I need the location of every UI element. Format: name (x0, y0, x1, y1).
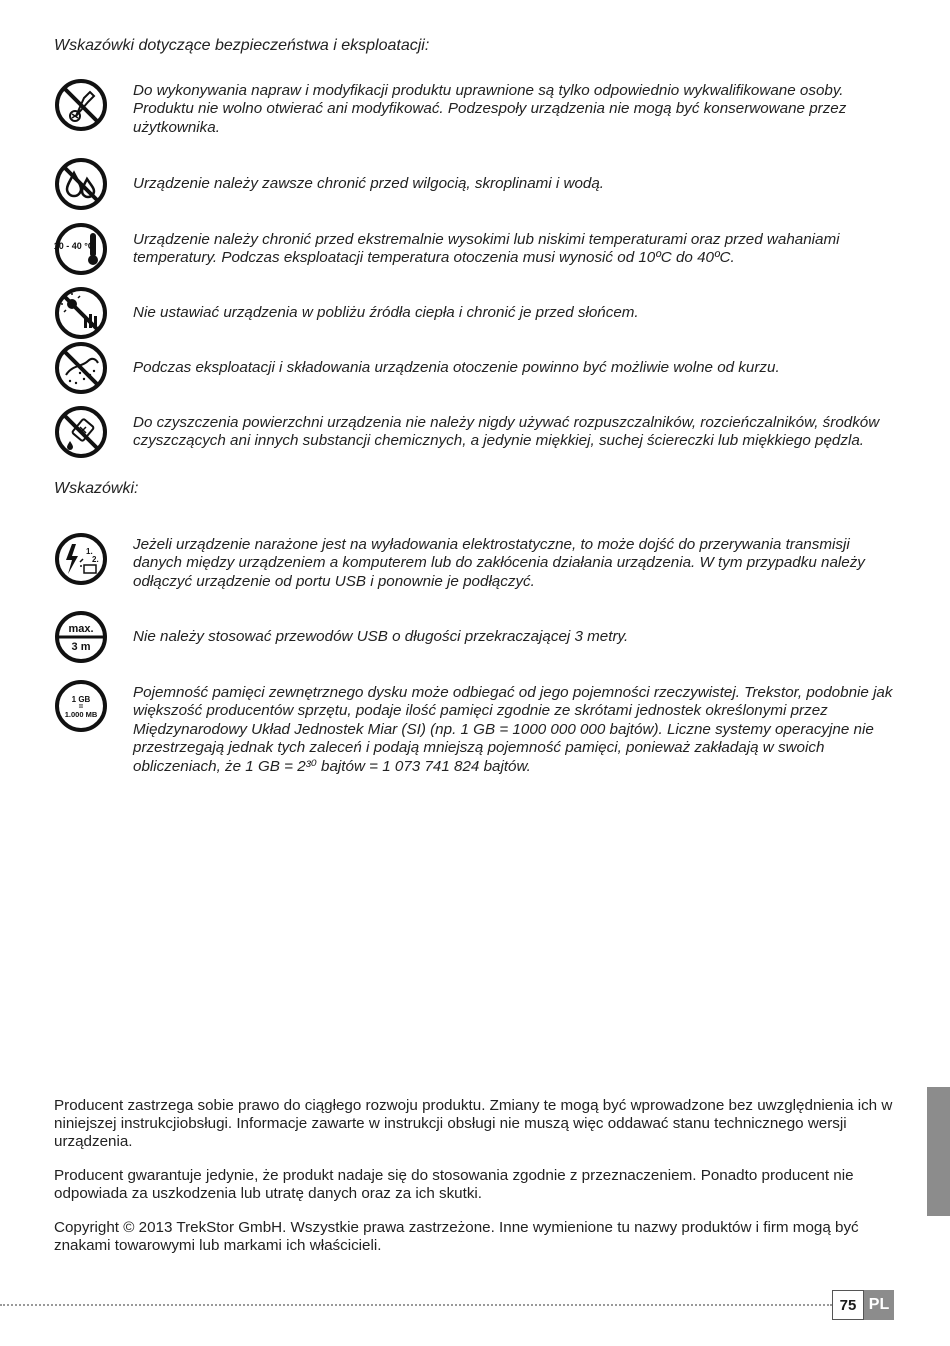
temperature-icon (54, 222, 108, 276)
notes-text: Pojemność pamięci zewnętrznego dysku może odbiegać od jego pojemności rzeczywistej. Trekstor, podobnie jak większość producentów sprzętu, podaje ilość pamięci zgodnie ze skrótami jednostek określonymi przez Międzynarodowy Układ Jednostek Miar (SI) (np. 1 GB = 1000 000 000 bajtów). Liczne systemy operacyjne nie przestrzegają jednak tych zaleceń i podają mniejszą pojemność pamięci, ponieważ zakładają w swoich obliczeniach, że 1 GB = 2³⁰ bajtów = 1 073 741 824 bajtów. (133, 684, 893, 775)
no-water-icon (54, 157, 108, 211)
notes-text: Nie należy stosować przewodów USB o długości przekraczającej 3 metry. (133, 628, 629, 645)
no-heat-sun-icon (54, 286, 108, 340)
no-tools-icon (54, 78, 108, 132)
safety-text: Urządzenie należy zawsze chronić przed wilgocią, skroplinami i wodą. (133, 175, 605, 192)
electrostatic-icon (54, 532, 108, 586)
step-label-1: 1. (86, 547, 93, 556)
notes-heading: Wskazówki: (54, 480, 139, 497)
footer-paragraph: Producent gwarantuje jedynie, że produkt nadaje się do stosowania zgodnie z przeznaczeniem. Ponadto producent nie odpowiada za uszkodzenia lub utratę danych oraz za ich skutki. (54, 1167, 854, 1202)
length-label: 3 m (71, 641, 91, 653)
capacity-mb-label: 1.000 MB (64, 710, 98, 719)
no-chemicals-icon (54, 405, 108, 459)
language-badge: PL (864, 1290, 894, 1320)
max-label: max. (68, 623, 94, 635)
safety-heading: Wskazówki dotyczące bezpieczeństwa i eksploatacji: (54, 37, 430, 54)
footer-paragraph: Copyright © 2013 TrekStor GmbH. Wszystkie prawa zastrzeżone. Inne wymienione tu nazwy produktów i firm mogą być znakami towarowymi lub markami ich właścicieli. (54, 1219, 859, 1254)
step-label-2: 2. (92, 555, 99, 564)
footer-paragraph: Producent zastrzega sobie prawo do ciągłego rozwoju produktu. Zmiany te mogą być wprowadzone bez uwzględnienia ich w niniejszej instrukcjiobsługi. Informacje zawarte w instrukcji obsługi nie muszą więc oddawać stanu technicznego wersji urządzenia. (54, 1097, 893, 1150)
capacity-equals-label: = (78, 702, 84, 711)
max-cable-length-icon (54, 610, 108, 664)
side-tab-marker (927, 1087, 950, 1216)
safety-text: Urządzenie należy chronić przed ekstremalnie wysokimi lub niskimi temperaturami oraz przed wahaniami temperatury. Podczas eksploatacji temperatura otoczenia musi wynosić od 10ºC do 40ºC. (133, 231, 840, 267)
capacity-gb-label: 1 GB (71, 695, 91, 704)
safety-text: Do wykonywania napraw i modyfikacji produktu uprawnione są tylko odpowiednio wykwalifikowane osoby. Produktu nie wolno otwierać ani modyfikować. Podzespoły urządzenia nie mogą być konserwowane przez użytkownika. (133, 82, 847, 136)
no-dust-icon (54, 341, 108, 395)
page-number: 75 (832, 1290, 864, 1320)
temperature-label: 10 - 40 °C (54, 241, 95, 251)
page-indicator (832, 1290, 894, 1320)
safety-text: Podczas eksploatacji i składowania urządzenia otoczenie powinno być możliwie wolne od kurzu. (133, 359, 780, 376)
notes-text: Jeżeli urządzenie narażone jest na wyładowania elektrostatyczne, to może dojść do przerywania transmisji danych między urządzeniem a komputerem lub do zakłócenia działania urządzenia. W tym przypadku należy odłączyć urządzenie od portu USB i ponownie je podłączyć. (133, 536, 865, 590)
page-divider (0, 1304, 832, 1306)
safety-text: Nie ustawiać urządzenia w pobliżu źródła ciepła i chronić je przed słońcem. (133, 304, 639, 321)
capacity-icon (54, 679, 108, 733)
safety-text: Do czyszczenia powierzchni urządzenia nie należy nigdy używać rozpuszczalników, rozcieńczalników, środków czyszczących ani innych substancji chemicznych, a jedynie miękkiej, suchej ściereczki lub miękkiego pędzla. (133, 414, 880, 450)
